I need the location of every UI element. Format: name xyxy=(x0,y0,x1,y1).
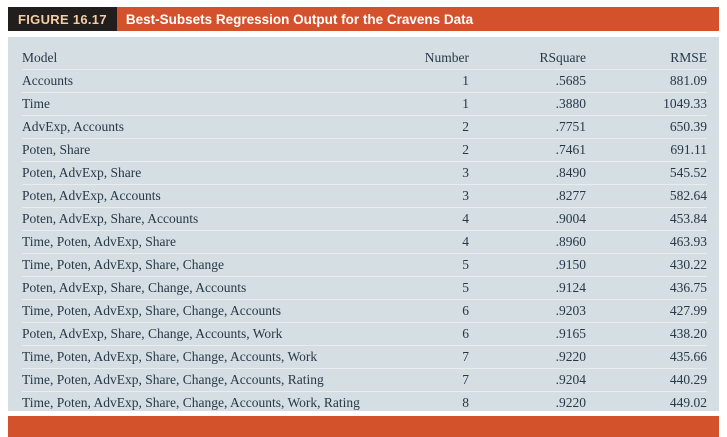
cell-rsquare: .9124 xyxy=(469,277,586,300)
cell-number: 5 xyxy=(381,277,469,300)
cell-rsquare: .9220 xyxy=(555,395,586,410)
cell-rmse: 1049.33 xyxy=(586,93,707,116)
cell-rmse: 435.66 xyxy=(586,346,707,369)
cell-number: 3 xyxy=(381,185,469,208)
cell-rsquare: .9203 xyxy=(469,300,586,323)
table-row xyxy=(22,185,707,208)
cell-number: 5 xyxy=(381,254,469,277)
table-row xyxy=(22,369,707,392)
cell-rmse: 545.52 xyxy=(586,162,707,185)
table-row xyxy=(22,93,707,116)
figure-body xyxy=(8,37,719,411)
table-header-row xyxy=(22,47,707,70)
table-row xyxy=(22,139,707,162)
table-row xyxy=(22,116,707,139)
cell-rmse: 436.75 xyxy=(586,277,707,300)
cell-number: 4 xyxy=(381,208,469,231)
table-row xyxy=(22,70,707,93)
cell-model: Poten, Share xyxy=(22,139,381,162)
cell-rsquare: .3880 xyxy=(469,93,586,116)
cell-model: Time xyxy=(22,93,381,116)
best-subsets-table xyxy=(22,47,707,414)
table-row xyxy=(22,277,707,300)
cell-rsquare: .9204 xyxy=(469,369,586,392)
column-header-number: Number xyxy=(381,47,469,70)
cell-rmse: 438.20 xyxy=(586,323,707,346)
cell-model: Time, Poten, AdvExp, Share, Change xyxy=(22,254,381,277)
cell-model: Poten, AdvExp, Share, Accounts xyxy=(22,208,381,231)
bottom-accent-bar xyxy=(8,416,719,437)
cell-rsquare: .5685 xyxy=(469,70,586,93)
cell-number: 6 xyxy=(381,323,469,346)
table-row xyxy=(22,323,707,346)
table-row xyxy=(22,392,707,415)
cell-model: Time, Poten, AdvExp, Share, Change, Accounts xyxy=(22,300,381,323)
table-body xyxy=(22,70,707,415)
cell-rmse: 463.93 xyxy=(586,231,707,254)
table-row xyxy=(22,231,707,254)
cell-number: 4 xyxy=(381,231,469,254)
cell-number: 7 xyxy=(381,346,469,369)
cell-number: 8 xyxy=(462,395,469,410)
cell-number: 2 xyxy=(381,139,469,162)
cell-rmse: 691.11 xyxy=(586,139,707,162)
cell-model: Time, Poten, AdvExp, Share, Change, Accounts, Work xyxy=(22,346,381,369)
cell-model: Time, Poten, AdvExp, Share xyxy=(22,231,381,254)
figure-label: FIGURE 16.17 xyxy=(8,7,117,31)
table-row xyxy=(22,346,707,369)
cell-rsquare: .9165 xyxy=(469,323,586,346)
cell-rsquare: .7461 xyxy=(469,139,586,162)
column-header-rsquare: RSquare xyxy=(469,47,586,70)
table-row xyxy=(22,300,707,323)
cell-number: 6 xyxy=(381,300,469,323)
cell-model: Poten, AdvExp, Share, Change, Accounts xyxy=(22,277,381,300)
cell-number: 2 xyxy=(381,116,469,139)
cell-rmse: 440.29 xyxy=(586,369,707,392)
cell-number: 1 xyxy=(381,70,469,93)
cell-rmse: 881.09 xyxy=(586,70,707,93)
cell-model: Accounts xyxy=(22,70,381,93)
cell-rmse: 453.84 xyxy=(586,208,707,231)
cell-rmse: 650.39 xyxy=(586,116,707,139)
table-row xyxy=(22,162,707,185)
cell-rsquare: .8490 xyxy=(469,162,586,185)
figure-title: Best-Subsets Regression Output for the Cravens Data xyxy=(125,11,474,27)
cell-rmse: 449.02 xyxy=(669,395,707,410)
cell-rsquare: .9150 xyxy=(469,254,586,277)
cell-rsquare: .8960 xyxy=(469,231,586,254)
cell-rsquare: .9220 xyxy=(469,346,586,369)
table-row xyxy=(22,254,707,277)
cell-model: Time, Poten, AdvExp, Share, Change, Accounts, Rating xyxy=(22,369,381,392)
cell-model: AdvExp, Accounts xyxy=(22,116,381,139)
column-header-rmse: RMSE xyxy=(586,47,707,70)
cell-model: Time, Poten, AdvExp, Share, Change, Accounts, Work, Rating xyxy=(22,395,360,410)
cell-number: 3 xyxy=(381,162,469,185)
cell-rmse: 430.22 xyxy=(586,254,707,277)
cell-model: Poten, AdvExp, Accounts xyxy=(22,185,381,208)
cell-rsquare: .9004 xyxy=(469,208,586,231)
cell-rmse: 582.64 xyxy=(586,185,707,208)
cell-number: 7 xyxy=(381,369,469,392)
cell-rmse: 427.99 xyxy=(586,300,707,323)
figure-header xyxy=(8,7,719,31)
table-row xyxy=(22,208,707,231)
cell-rsquare: .7751 xyxy=(469,116,586,139)
cell-model: Poten, AdvExp, Share, Change, Accounts, Work xyxy=(22,323,381,346)
cell-model: Poten, AdvExp, Share xyxy=(22,162,381,185)
cell-number: 1 xyxy=(381,93,469,116)
cell-rsquare: .8277 xyxy=(469,185,586,208)
column-header-model: Model xyxy=(22,47,381,70)
